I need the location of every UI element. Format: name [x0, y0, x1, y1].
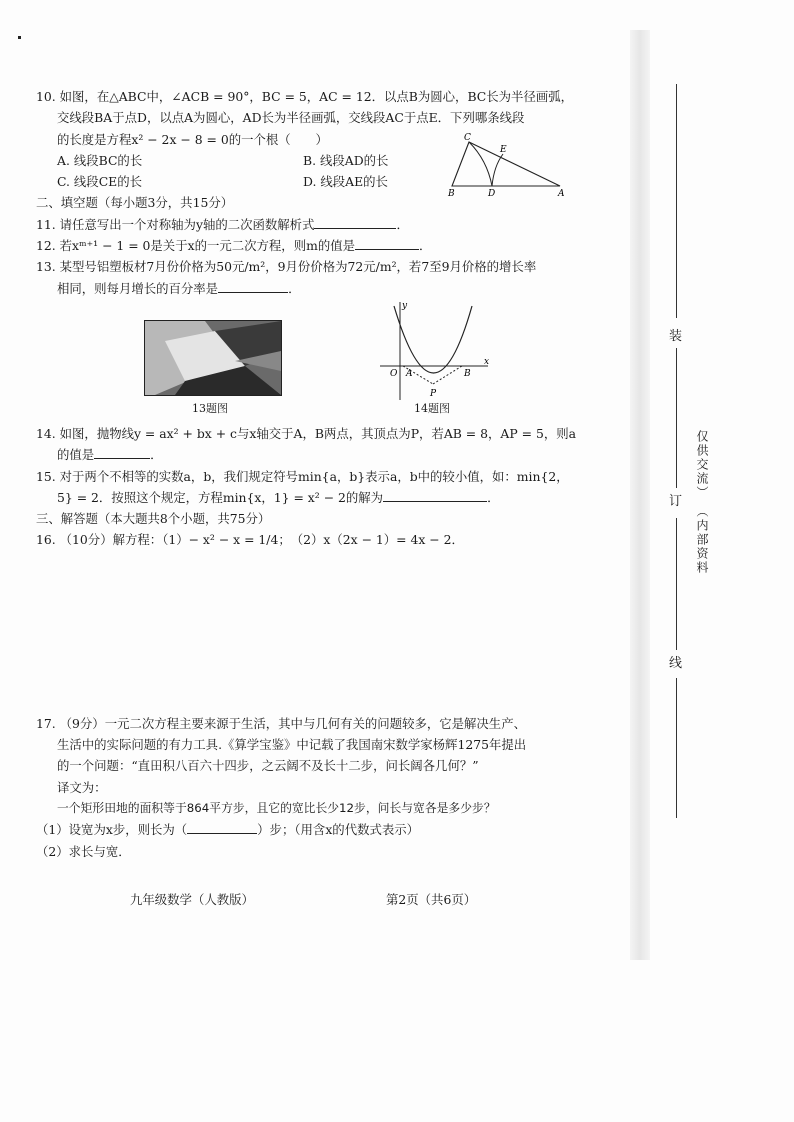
- q15-line1: 15. 对于两个不相等的实数a，b，我们规定符号min{a，b}表示a，b中的较小值，如：min{2，: [36, 468, 569, 484]
- q16: 16. （10分）解方程：（1）− x² − x = 1/4； （2）x（2x − 1）= 4x − 2．: [36, 532, 464, 548]
- binding-line-1: [676, 84, 677, 318]
- q10-triangle-figure: [440, 130, 575, 200]
- section-3-heading: 三、解答题（本大题共8个小题，共75分）: [36, 511, 271, 527]
- label-b14: B: [464, 369, 471, 379]
- margin-zhuang: 装: [669, 329, 683, 344]
- margin-internal-note: （内部资料: [695, 505, 709, 575]
- q11-text: 11. 请任意写出一个对称轴为y轴的二次函数解析式: [36, 216, 315, 232]
- q14-parabola-figure: [376, 300, 494, 404]
- q10-option-d: D. 线段AE的长: [303, 174, 388, 190]
- q10-line2: 交线段BA于点D，以点A为圆心，AD长为半径画弧，交线段AC于点E．下列哪条线段: [57, 110, 525, 126]
- q14-answer-blank: [94, 444, 150, 459]
- q10-option-b: B. 线段AD的长: [303, 152, 389, 168]
- q15-text2: 5} = 2．按照这个规定，方程min{x，1} = x² − 2的解为: [57, 489, 384, 505]
- questions-body: [36, 86, 596, 862]
- arc-a: [492, 154, 503, 186]
- fig14-caption: 14题图: [414, 402, 450, 415]
- scan-speck: [18, 36, 21, 39]
- q17-line3: 的一个问题：“直田积八百六十四步，之云阔不及长十二步，问长阔各几何？”: [57, 758, 479, 774]
- q17-translation: 一个矩形田地的面积等于864平方步，且它的宽比长少12步，问长与宽各是多少步？: [57, 800, 496, 815]
- q17-answer-blank: [187, 819, 257, 834]
- q12-answer-blank: [355, 235, 419, 250]
- segment-pb: [433, 366, 462, 384]
- section-2-heading: 二、填空题（每小题3分，共15分）: [36, 195, 234, 211]
- q17-line2: 生活中的实际问题的有力工具.《算学宝鉴》中记载了我国南宋数学家杨辉1275年提出: [57, 737, 527, 753]
- footer-subject: 九年级数学（人教版）: [130, 892, 254, 907]
- q17-part2: （2）求长与宽．: [36, 843, 131, 859]
- label-y: y: [402, 301, 408, 311]
- q10-line1: 10. 如图，在△ABC中，∠ACB = 90°，BC = 5，AC = 12．以点B为圆心，BC长为半径画弧，: [36, 89, 574, 104]
- q10-option-c: C. 线段CE的长: [57, 174, 143, 190]
- binding-line-4: [676, 678, 677, 818]
- scan-fold-shadow: [630, 30, 650, 960]
- q15-answer-blank: [383, 487, 487, 502]
- q14-line2: 的值是 ．: [36, 444, 596, 465]
- q16-answer-space: [36, 551, 596, 713]
- q11: 11. 请任意写出一个对称轴为y轴的二次函数解析式 ．: [36, 214, 596, 235]
- q12: 12. 若xᵐ⁺¹ − 1 = 0是关于x的一元二次方程，则m的值是 ．: [36, 235, 596, 256]
- label-o: O: [390, 369, 398, 379]
- q17-part1-text-a: （1）设宽为x步，则长为（: [36, 822, 188, 838]
- label-x: x: [484, 357, 490, 367]
- label-e: E: [500, 145, 507, 155]
- q17-line1: 17. （9分）一元二次方程主要来源于生活，其中与几何有关的问题较多，它是解决生产、: [36, 715, 526, 731]
- q14-line1: 14. 如图，抛物线y = ax² + bx + c与x轴交于A，B两点，其顶点为P，若AB = 8，AP = 5，则a: [36, 425, 576, 441]
- parabola: [394, 306, 472, 373]
- q13-line2: 相同，则每月增长的百分率是 ．: [36, 278, 596, 299]
- arc-b: [469, 142, 492, 186]
- q13-photo: [144, 320, 282, 396]
- binding-line-2: [676, 348, 677, 488]
- figures-13-14: [140, 300, 500, 420]
- margin-exchange-note: 仅供交流）: [695, 430, 709, 500]
- margin-xian: 线: [669, 656, 683, 671]
- q12-text: 12. 若xᵐ⁺¹ − 1 = 0是关于x的一元二次方程，则m的值是: [36, 238, 356, 254]
- label-d: D: [488, 189, 496, 199]
- q10-line3: 的长度是方程x² − 2x − 8 = 0的一个根（ ）: [57, 131, 328, 147]
- q14-text2: 的值是: [57, 447, 95, 463]
- margin-ding: 订: [669, 494, 683, 509]
- footer-page-number: 第2页（共6页）: [386, 892, 477, 907]
- label-b: B: [448, 189, 455, 199]
- q10-option-a: A. 线段BC的长: [57, 152, 143, 168]
- label-c: C: [464, 133, 471, 143]
- q17-translation-label: 译文为：: [57, 779, 107, 795]
- q13-text2: 相同，则每月增长的百分率是: [57, 280, 219, 296]
- q13-answer-blank: [218, 278, 288, 293]
- label-a: A: [558, 189, 565, 199]
- label-a14: A: [406, 369, 413, 379]
- q13-line1: 13. 某型号铝塑板材7月份价格为50元/m²，9月份价格为72元/m²，若7至9月价格的增长率: [36, 259, 537, 275]
- q17-part1-text-b: ）步；（用含x的代数式表示）: [257, 822, 420, 838]
- binding-line-3: [676, 518, 677, 650]
- q17-part1: [36, 819, 596, 840]
- label-p: P: [430, 389, 437, 399]
- q11-answer-blank: [314, 214, 396, 229]
- fig13-caption: 13题图: [192, 402, 228, 415]
- q15-line2: 5} = 2．按照这个规定，方程min{x，1} = x² − 2的解为 ．: [36, 487, 596, 508]
